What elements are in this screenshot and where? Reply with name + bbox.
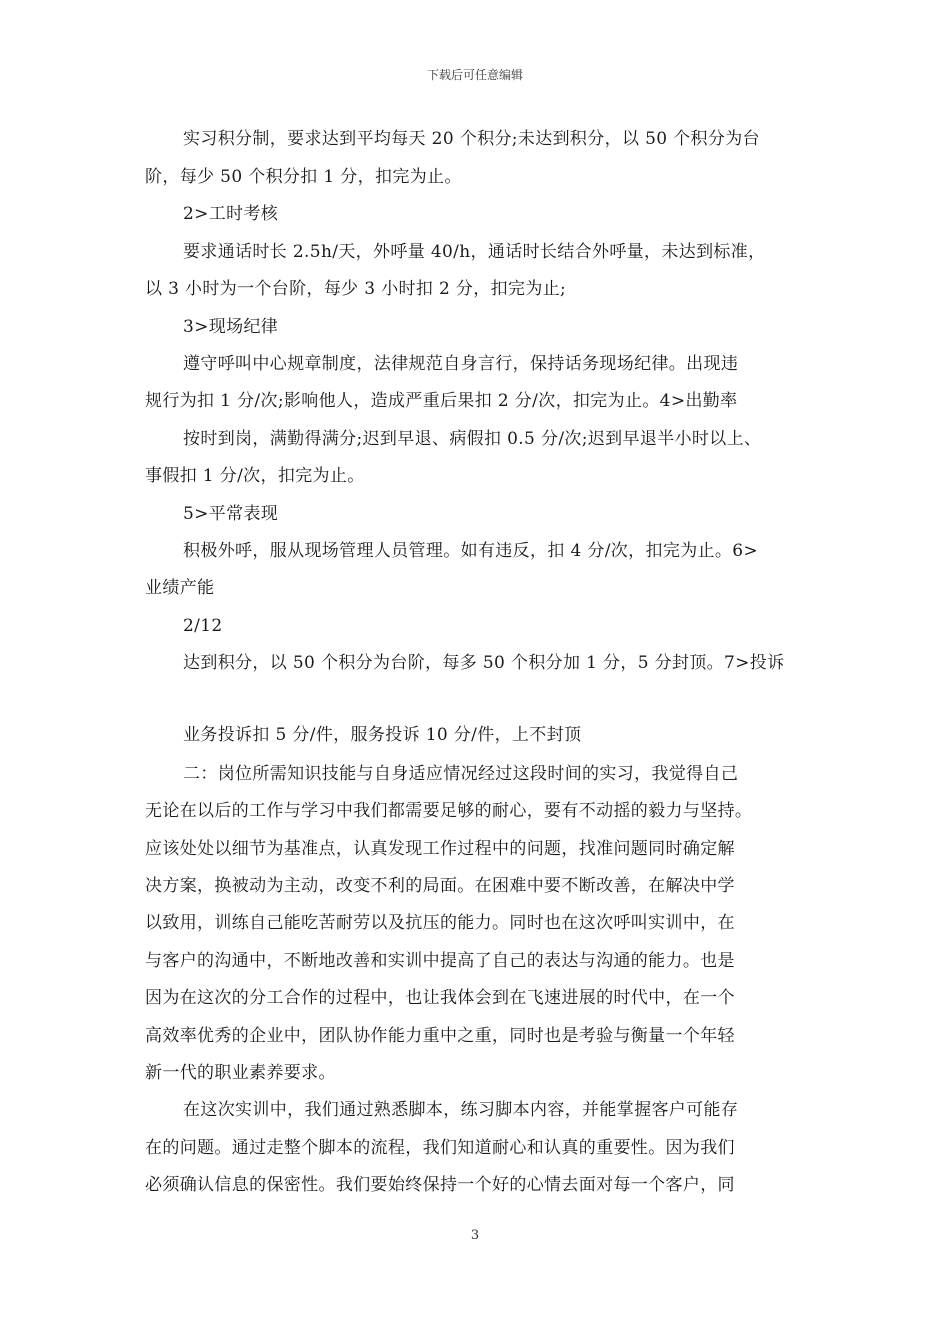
text-line: 按时到岗，满勤得满分;迟到早退、病假扣 0.5 分/次;迟到早退半小时以上、	[183, 429, 762, 449]
text-line: 达到积分，以 50 个积分为台阶，每多 50 个积分加 1 分，5 分封顶。7>投诉	[183, 653, 785, 673]
text-line: 业务投诉扣 5 分/件，服务投诉 10 分/件，上不封顶	[183, 725, 582, 745]
text-line: 高效率优秀的企业中，团队协作能力重中之重，同时也是考验与衡量一个年轻	[145, 1026, 735, 1046]
text-line: 与客户的沟通中，不断地改善和实训中提高了自己的表达与沟通的能力。也是	[145, 951, 735, 971]
text-line: 新一代的职业素养要求。	[145, 1063, 336, 1083]
text-line: 因为在这次的分工合作的过程中，也让我体会到在飞速进展的时代中，在一个	[145, 988, 735, 1008]
text-line: 应该处处以细节为基准点，认真发现工作过程中的问题，找准问题同时确定解	[145, 839, 735, 859]
text-line: 要求通话时长 2.5h/天，外呼量 40/h，通话时长结合外呼量，未达到标准，	[183, 242, 766, 262]
section-heading: 3>现场纪律	[183, 317, 279, 337]
text-line: 实习积分制，要求达到平均每天 20 个积分;未达到积分，以 50 个积分为台	[183, 129, 760, 149]
text-line: 事假扣 1 分/次，扣完为止。	[145, 466, 365, 486]
section-heading: 2>工时考核	[183, 204, 279, 224]
page-header: 下载后可任意编辑	[426, 68, 523, 82]
text-line: 在的问题。通过走整个脚本的流程，我们知道耐心和认真的重要性。因为我们	[145, 1138, 735, 1158]
text-line: 以 3 小时为一个台阶，每少 3 小时扣 2 分，扣完为止;	[145, 279, 567, 299]
page-marker: 2/12	[183, 616, 223, 636]
text-line: 遵守呼叫中心规章制度，法律规范自身言行，保持话务现场纪律。出现违	[183, 354, 739, 374]
text-line: 无论在以后的工作与学习中我们都需要足够的耐心，要有不动摇的毅力与坚持。	[145, 801, 753, 821]
page-number: 3	[470, 1228, 480, 1243]
text-line: 阶，每少 50 个积分扣 1 分，扣完为止。	[145, 167, 462, 187]
text-line: 在这次实训中，我们通过熟悉脚本，练习脚本内容，并能掌握客户可能存	[183, 1100, 739, 1120]
text-line: 以致用，训练自己能吃苦耐劳以及抗压的能力。同时也在这次呼叫实训中，在	[145, 913, 735, 933]
text-line: 规行为扣 1 分/次;影响他人，造成严重后果扣 2 分/次，扣完为止。4>出勤率	[145, 391, 738, 411]
section-heading: 5>平常表现	[183, 504, 279, 524]
text-line: 积极外呼，服从现场管理人员管理。如有违反，扣 4 分/次，扣完为止。6>	[183, 541, 759, 561]
text-line: 决方案，换被动为主动，改变不利的局面。在困难中要不断改善，在解决中学	[145, 876, 735, 896]
text-line: 必须确认信息的保密性。我们要始终保持一个好的心情去面对每一个客户，同	[145, 1175, 735, 1195]
text-line: 业绩产能	[145, 578, 215, 598]
text-line: 二：岗位所需知识技能与自身适应情况经过这段时间的实习，我觉得自己	[183, 764, 739, 784]
